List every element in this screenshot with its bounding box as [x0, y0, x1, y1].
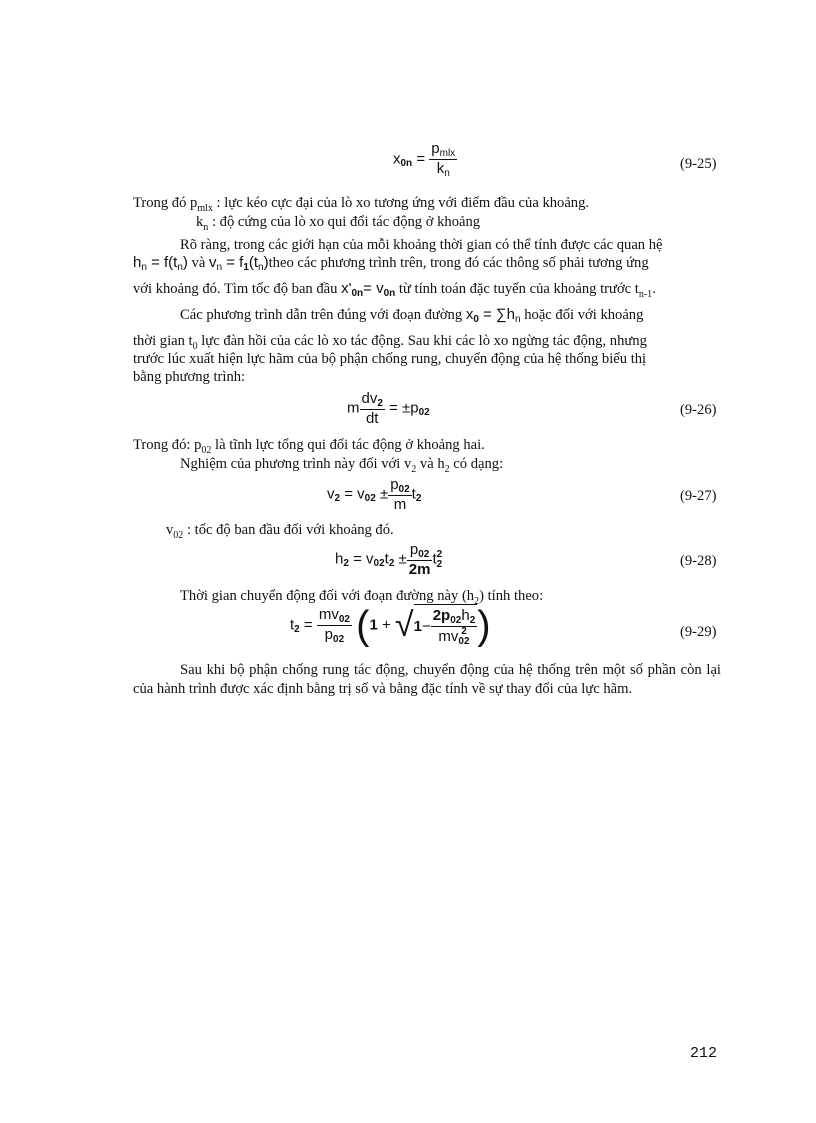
text-line: Trong đó: $p_{02}$ là tĩnh lực tổng qui đổi tác động ở khoảng hai.: [133, 437, 485, 456]
equation-9-27: $v_2 = v_{02}$ ± $\frac{p_{02}}{m}$ $t_2$: [327, 476, 422, 513]
equation-number: (9-28): [680, 553, 717, 569]
equation-number: (9-26): [680, 402, 717, 418]
text-line: Nghiệm của phương trình này đối với $v_2$ và $h_2$ có dạng:: [180, 456, 504, 475]
equation-number: (9-25): [680, 156, 717, 172]
text-line: Thời gian chuyển động đối với đoạn đường này $(h_2)$ tính theo:: [180, 588, 544, 607]
equation-number: (9-29): [680, 624, 717, 640]
text-line: Các phương trình dẫn trên đúng với đoạn đường $x_0 = \sum h_n$ hoặc đối với khoảng: [180, 306, 644, 325]
paragraph: Sau khi bộ phận chống rung tác động, chuyển động của hệ thống trên một số phần còn lại của hành trình được xác định bằng trị số và bằng đặc tính về sự thay đổi của lực hãm.: [133, 662, 721, 697]
text-line: Trong đó $p_{mlx}$ : lực kéo cực đại của lò xo tương ứng với điểm đầu của khoảng.: [133, 195, 590, 214]
text-line: thời gian $t_0$ lực đàn hồi của các lò xo tác động. Sau khi các lò xo ngừng tác động, nhưng: [133, 333, 647, 352]
text-line: bằng phương trình:: [133, 369, 246, 385]
page-number: 212: [690, 1045, 718, 1062]
text-line: $h_n = f(t_n)$ và $v_n$ = $f_1(t_n)theo$ các phương trình trên, trong đó các thông số phải tương ứng: [133, 254, 649, 273]
text-line: $v_{02}$ : tốc độ ban đầu đối với khoảng đó.: [166, 522, 394, 541]
text-line: với khoảng đó. Tìm tốc độ ban đầu $x'_{0n}= v_{0n}$ từ tính toán đặc tuyến của khoảng trước $t_{n-1}$.: [133, 280, 656, 300]
equation-9-25: $x_{0n}$ = $\frac{p_{mlx}}{k_n}$: [393, 140, 456, 179]
equation-9-29: $t_2$ = $\frac{mv_{02}}{p_{02}}$ (1 + √1− $2p_{02}h_2$ mv 2 02 ): [290, 603, 491, 648]
equation-number: (9-27): [680, 488, 717, 504]
text-line: trước lúc xuất hiện lực hãm của bộ phận chống rung, chuyển động của hệ thống biểu thị: [133, 351, 647, 367]
text-line: Rõ ràng, trong các giới hạn của mỗi khoảng thời gian có thể tính được các quan hệ: [180, 237, 663, 253]
equation-9-28: $h_2 = v_{02}t_2$ ± $\frac{p_{02}}{2m}$ t 2 2: [335, 541, 443, 578]
equation-9-26: m $\frac{dv_2}{dt}$ = $\pm p_{02}$: [347, 390, 430, 427]
text-line: $k_n$ : độ cứng của lò xo qui đổi tác động ở khoảng: [196, 214, 481, 233]
